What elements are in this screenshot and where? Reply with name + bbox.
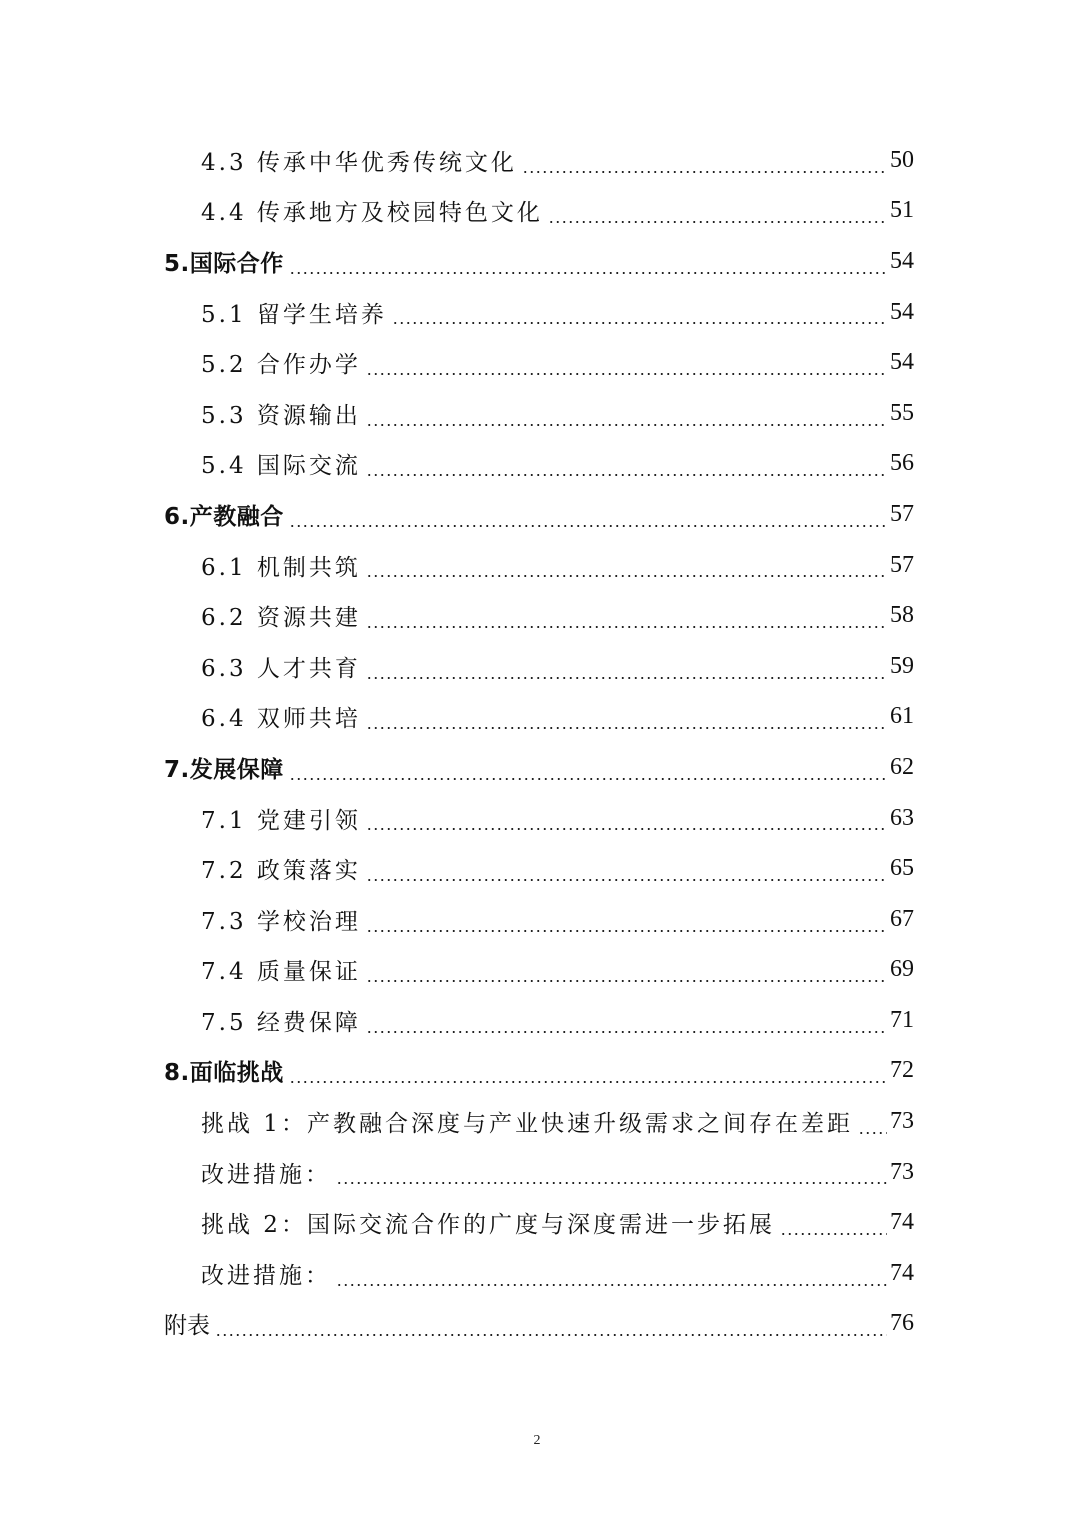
toc-entry-4-3[interactable]	[164, 135, 914, 186]
page-number: 2	[533, 1433, 541, 1448]
toc-entry-5-2[interactable]	[164, 337, 914, 388]
toc-entry-title: 5.1 留学生培养	[201, 296, 389, 329]
toc-entry-title: 4.3 传承中华优秀传统文化	[201, 144, 519, 177]
dot-leader	[366, 712, 887, 730]
dot-leader	[289, 510, 887, 528]
toc-entry-title: 5.国际合作	[164, 245, 286, 278]
toc-entry-title: 7.发展保障	[164, 751, 286, 784]
toc-entry-title: 5.2 合作办学	[201, 346, 363, 379]
toc-entry-appendix[interactable]	[164, 1299, 914, 1350]
toc-entry-page: 50	[890, 146, 914, 173]
dot-leader	[392, 307, 887, 325]
toc-entry-title: 8.面临挑战	[164, 1054, 286, 1087]
dot-leader	[289, 763, 887, 781]
toc-entry-7[interactable]	[164, 742, 914, 793]
toc-entry-7-3[interactable]	[164, 894, 914, 945]
dot-leader	[366, 1016, 887, 1034]
toc-entry-5[interactable]	[164, 236, 914, 287]
dot-leader	[215, 1319, 887, 1337]
toc-entry-page: 56	[890, 450, 914, 477]
toc-entry-title: 7.2 政策落实	[201, 852, 363, 885]
toc-entry-6-3[interactable]	[164, 641, 914, 692]
dot-leader	[366, 864, 887, 882]
toc-entry-7-5[interactable]	[164, 995, 914, 1046]
toc-entry-7-1[interactable]	[164, 793, 914, 844]
toc-entry-title: 7.3 学校治理	[201, 903, 363, 936]
toc-entry-page: 54	[890, 298, 914, 325]
dot-leader	[522, 156, 887, 174]
dot-leader	[858, 1117, 887, 1135]
toc-entry-title: 6.产教融合	[164, 498, 286, 531]
toc-entry-page: 57	[890, 500, 914, 527]
toc-entry-title: 7.5 经费保障	[201, 1004, 363, 1037]
dot-leader	[336, 1167, 887, 1185]
dot-leader	[366, 813, 887, 831]
toc-entry-page: 74	[890, 1259, 914, 1286]
toc-entry-title: 5.4 国际交流	[201, 447, 363, 480]
toc-entry-5-1[interactable]	[164, 287, 914, 338]
toc-entry-5-4[interactable]	[164, 439, 914, 490]
toc-entry-8[interactable]	[164, 1046, 914, 1097]
toc-entry-6-1[interactable]	[164, 540, 914, 591]
toc-entry-page: 61	[890, 703, 914, 730]
toc-entry-page: 74	[890, 1209, 914, 1236]
toc-entry-5-3[interactable]	[164, 388, 914, 439]
toc-entry-improvement-1[interactable]	[164, 1147, 914, 1198]
toc-entry-title: 5.3 资源输出	[201, 397, 363, 430]
toc-entry-7-4[interactable]	[164, 945, 914, 996]
toc-entry-improvement-2[interactable]	[164, 1248, 914, 1299]
toc-entry-challenge-2[interactable]	[164, 1197, 914, 1248]
dot-leader	[289, 1066, 887, 1084]
dot-leader	[366, 611, 887, 629]
toc-entry-page: 69	[890, 956, 914, 983]
toc-entry-challenge-1[interactable]	[164, 1096, 914, 1147]
toc-entry-page: 58	[890, 602, 914, 629]
toc-entry-page: 62	[890, 753, 914, 780]
toc-entry-title: 7.1 党建引领	[201, 802, 363, 835]
toc-entry-page: 73	[890, 1108, 914, 1135]
dot-leader	[366, 358, 887, 376]
table-of-contents	[164, 135, 914, 1349]
toc-entry-title: 6.3 人才共育	[201, 650, 363, 683]
dot-leader	[366, 915, 887, 933]
toc-entry-title: 6.2 资源共建	[201, 599, 363, 632]
toc-entry-page: 76	[890, 1310, 914, 1337]
toc-entry-title: 改进措施：	[201, 1257, 333, 1290]
toc-entry-title: 改进措施：	[201, 1156, 333, 1189]
toc-entry-title: 4.4 传承地方及校园特色文化	[201, 194, 545, 227]
toc-entry-page: 73	[890, 1158, 914, 1185]
toc-entry-page: 67	[890, 905, 914, 932]
toc-entry-page: 57	[890, 551, 914, 578]
toc-entry-page: 51	[890, 197, 914, 224]
toc-entry-title: 6.1 机制共筑	[201, 549, 363, 582]
toc-entry-page: 71	[890, 1006, 914, 1033]
dot-leader	[366, 560, 887, 578]
toc-entry-title: 7.4 质量保证	[201, 953, 363, 986]
toc-entry-page: 55	[890, 399, 914, 426]
toc-entry-6[interactable]	[164, 489, 914, 540]
toc-entry-page: 72	[890, 1057, 914, 1084]
toc-entry-page: 63	[890, 804, 914, 831]
toc-entry-page: 54	[890, 247, 914, 274]
dot-leader	[780, 1218, 887, 1236]
toc-entry-6-2[interactable]	[164, 590, 914, 641]
dot-leader	[548, 206, 887, 224]
dot-leader	[289, 257, 887, 275]
dot-leader	[336, 1269, 887, 1287]
toc-entry-title: 挑战 1：产教融合深度与产业快速升级需求之间存在差距	[201, 1105, 855, 1138]
toc-entry-6-4[interactable]	[164, 692, 914, 743]
toc-entry-page: 54	[890, 349, 914, 376]
toc-entry-page: 65	[890, 855, 914, 882]
toc-entry-title: 6.4 双师共培	[201, 700, 363, 733]
toc-entry-title: 附表	[164, 1307, 212, 1340]
toc-entry-7-2[interactable]	[164, 843, 914, 894]
toc-entry-page: 59	[890, 652, 914, 679]
toc-entry-title: 挑战 2：国际交流合作的广度与深度需进一步拓展	[201, 1206, 777, 1239]
toc-entry-4-4[interactable]	[164, 186, 914, 237]
dot-leader	[366, 459, 887, 477]
dot-leader	[366, 965, 887, 983]
dot-leader	[366, 409, 887, 427]
dot-leader	[366, 662, 887, 680]
